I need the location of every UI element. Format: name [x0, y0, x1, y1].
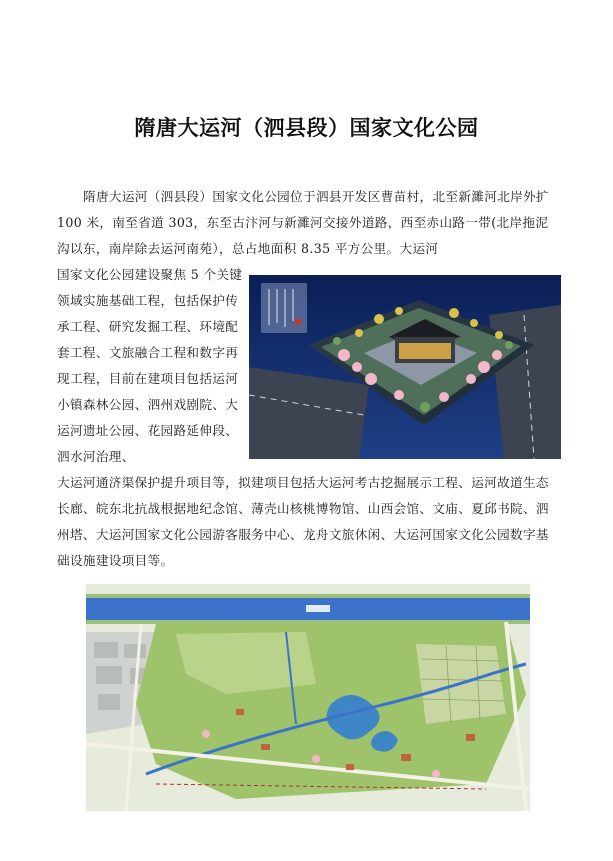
paragraph-wrapped: 国家文化公园建设聚焦 5 个关键领域实施基础工程，包括保护传承工程、研究发掘工程、环境配套工程、文旅融合工程和数字再现工程，目前在建项目包括运河小镇森林公园、泗州戏剧院、大运河遗址公园、花园路延伸段、泗水河治理、	[57, 267, 243, 464]
page-title: 隋唐大运河（泗县段）国家文化公园	[134, 116, 479, 140]
paragraph-continued: 大运河通济渠保护提升项目等，拟建项目包括大运河考古挖掘展示工程、运河故道生态长廊、皖东北抗战根据地纪念馆、薄壳山核桃博物馆、山西会馆、文庙、夏邱书院、泗州塔、大运河国家文化公园游客服务中心、龙舟文旅休闲、大运河国家文化公园数字基础设施建设项目等。	[57, 475, 549, 568]
paragraph-intro: 隋唐大运河（泗县段）国家文化公园位于泗县开发区曹苗村，北至新濉河北岸外扩 100 米，南至省道 303，东至古汴河与新濉河交接外道路，西至赤山路一带(北岸拖泥沟以东，南岸除去运河南苑），总占地面积 8.35 平方公里。大运河	[57, 189, 549, 256]
aerial-night-rendering-image	[249, 275, 561, 459]
park-masterplan-map-image	[86, 584, 530, 811]
